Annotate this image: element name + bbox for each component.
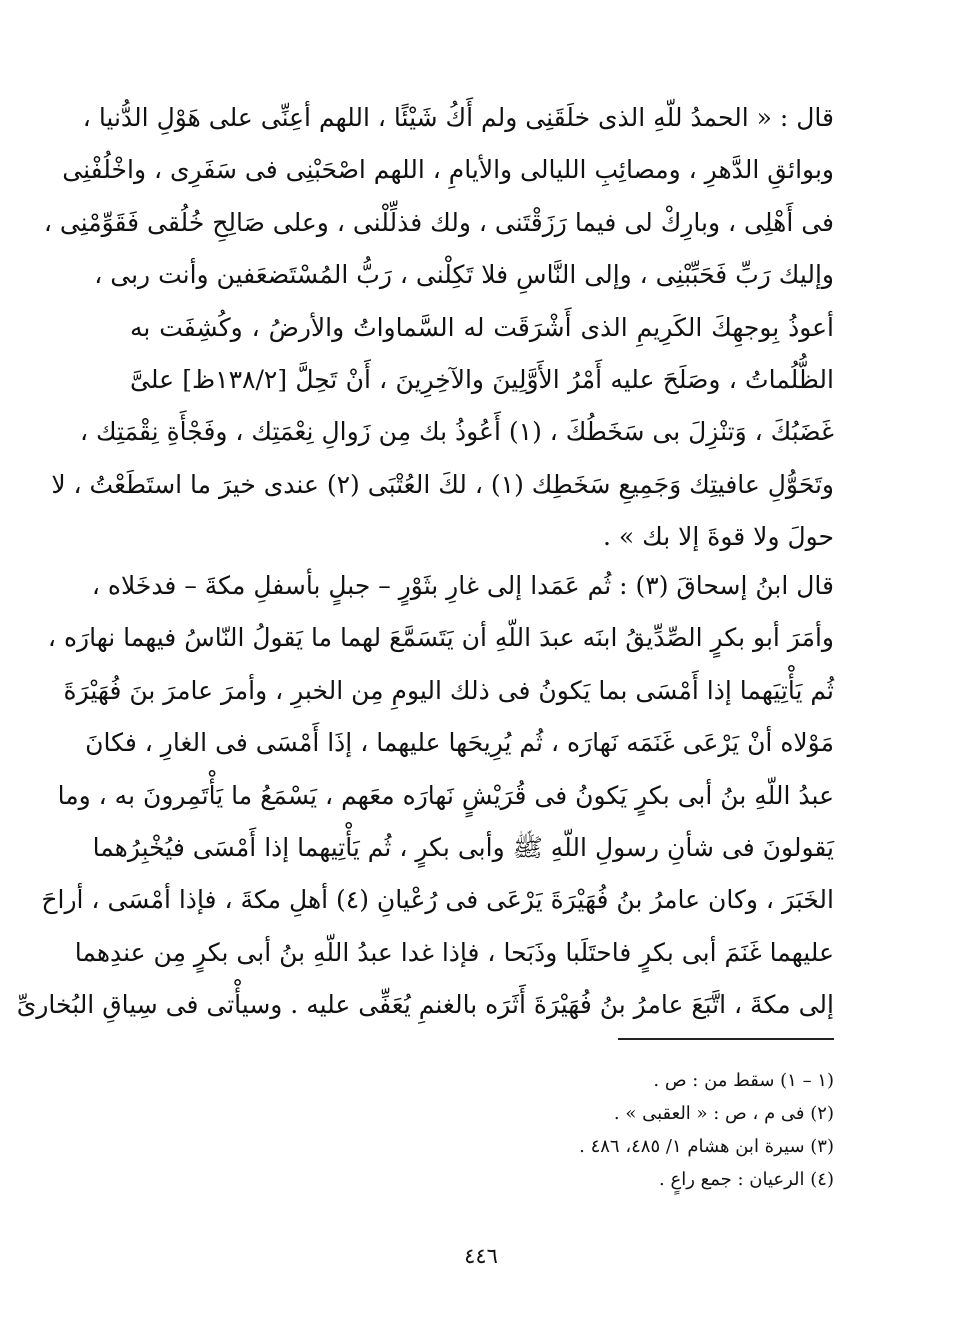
text-line: أعوذُ بِوجهِكَ الكَرِيمِ الذى أَشْرَقَت له السَّماواتُ والأرضُ ، وكُشِفَت به bbox=[130, 312, 834, 342]
text-line: إلى مكةَ ، اتَّبَعَ عامرُ بنُ فُهَيْرَةَ أَثَرَه بالغنمِ يُعَفِّى عليه . وسيأْتى فى سِياقِ البُخارىِّ bbox=[16, 990, 834, 1020]
footnote: (٢) فى م ، ص : « العقبى » . bbox=[613, 1103, 834, 1124]
paragraph-1 bbox=[43, 92, 834, 564]
text-line: الخَبَرَ ، وكان عامرُ بنُ فُهَيْرَةَ يَرْعَى فى رُعْيانِ (٤) أهلِ مكةَ ، فإذا أمْسَى ، أراحَ bbox=[41, 885, 834, 915]
text-line: وبوائقِ الدَّهرِ ، ومصائِبِ الليالى والأيامِ ، اللهم اصْحَبْنِى فى سَفَرِى ، واخْلُفْنِى bbox=[62, 155, 834, 185]
text-line: غَضَبُكَ ، وَتنْزِلَ بى سَخَطُكَ ، (١) أَعُوذُ بك مِن زَوالِ نِعْمَتِك ، وفَجْأَةِ نِقْمَتِك ، bbox=[79, 417, 834, 447]
footnote-divider bbox=[618, 1038, 834, 1040]
text-line: وإليك رَبِّ فَحَبِّبْنِى ، وإلى النَّاسِ فلا تَكِلْنى ، رَبُّ المُسْتَضعَفين وأنت ربى ، bbox=[94, 260, 834, 290]
text-line: وأمَرَ أبو بكرٍ الصِّدِّيقُ ابنَه عبدَ اللّهِ أن يَتَسَمَّعَ لهما ما يَقولُ النّاسُ فيهما نهارَه ، bbox=[47, 623, 834, 653]
footnote: (٤) الرعيان : جمع راعٍ . bbox=[659, 1169, 834, 1190]
paragraph-2 bbox=[16, 560, 834, 1032]
text-line: عليهما غَنَمَ أبى بكرٍ فاحتَلَبا وذَبَحا ، فإذا غدا عبدُ اللّهِ بنُ أبى بكرٍ مِن عندِهما bbox=[74, 937, 834, 967]
text-line: ثُم يَأْتِيَهما إذا أَمْسَى بما يَكونُ فى ذلك اليومِ مِن الخبرِ ، وأمرَ عامرَ بنَ فُهَيْرَةَ bbox=[63, 675, 834, 705]
text-line: مَوْلاه أنْ يَرْعَى غَنَمَه نَهارَه ، ثُم يُرِيحَها عليهما ، إذَا أَمْسَى فى الغارِ ، فكانَ bbox=[85, 728, 834, 758]
text-line: فى أَهْلِى ، وبارِكْ لى فيما رَزَقْتَنى ، ولك فذلِّلْنى ، وعلى صَالِحِ خُلُقى فَقَوِّمْنِى ، bbox=[43, 207, 834, 237]
text-line: قال : « الحمدُ للّهِ الذى خلَقَنِى ولم أَكُ شَيْئًا ، اللهم أعِنِّى على هَوْلِ الدُّنيا ، bbox=[82, 103, 834, 132]
page-number: ٤٤٦ bbox=[464, 1244, 498, 1268]
text-line: الظُّلُماتُ ، وصَلَحَ عليه أَمْرُ الأَوَّلِينَ والآخِرِينَ ، أَنْ تَحِلَّ [١٣٨/٢ظ] علىَّ bbox=[130, 364, 834, 394]
footnote: (١ – ١) سقط من : ص . bbox=[653, 1070, 834, 1091]
footnotes bbox=[130, 1064, 834, 1196]
footnote: (٣) سيرة ابن هشام ١/ ٤٨٥، ٤٨٦ . bbox=[579, 1136, 834, 1157]
text-line: حولَ ولا قوةَ إلا بك » . bbox=[603, 522, 834, 552]
text-line: عبدُ اللّهِ بنُ أبى بكرٍ يَكونُ فى قُرَيْشٍ نَهارَه معَهم ، يَسْمَعُ ما يَأْتَمِرونَ به ، وما bbox=[57, 780, 834, 810]
text-line: وتَحَوُّلِ عافيتِك وَجَمِيعِ سَخَطِك (١) ، لكَ العُتْبَى (٢) عندى خيرَ ما استَطَعْتُ ، لا bbox=[51, 469, 834, 499]
text-line: قال ابنُ إسحاقَ (٣) : ثُم عَمَدا إلى غارِ بثَوْرٍ – جبلٍ بأسفلِ مكةَ – فدخَلاه ، bbox=[91, 571, 834, 600]
text-line: يَقولونَ فى شأنِ رسولِ اللّهِ ﷺ وأبى بكرٍ ، ثُم يَأْتِيهما إذا أَمْسَى فيُخْبِرُهما bbox=[92, 832, 834, 862]
